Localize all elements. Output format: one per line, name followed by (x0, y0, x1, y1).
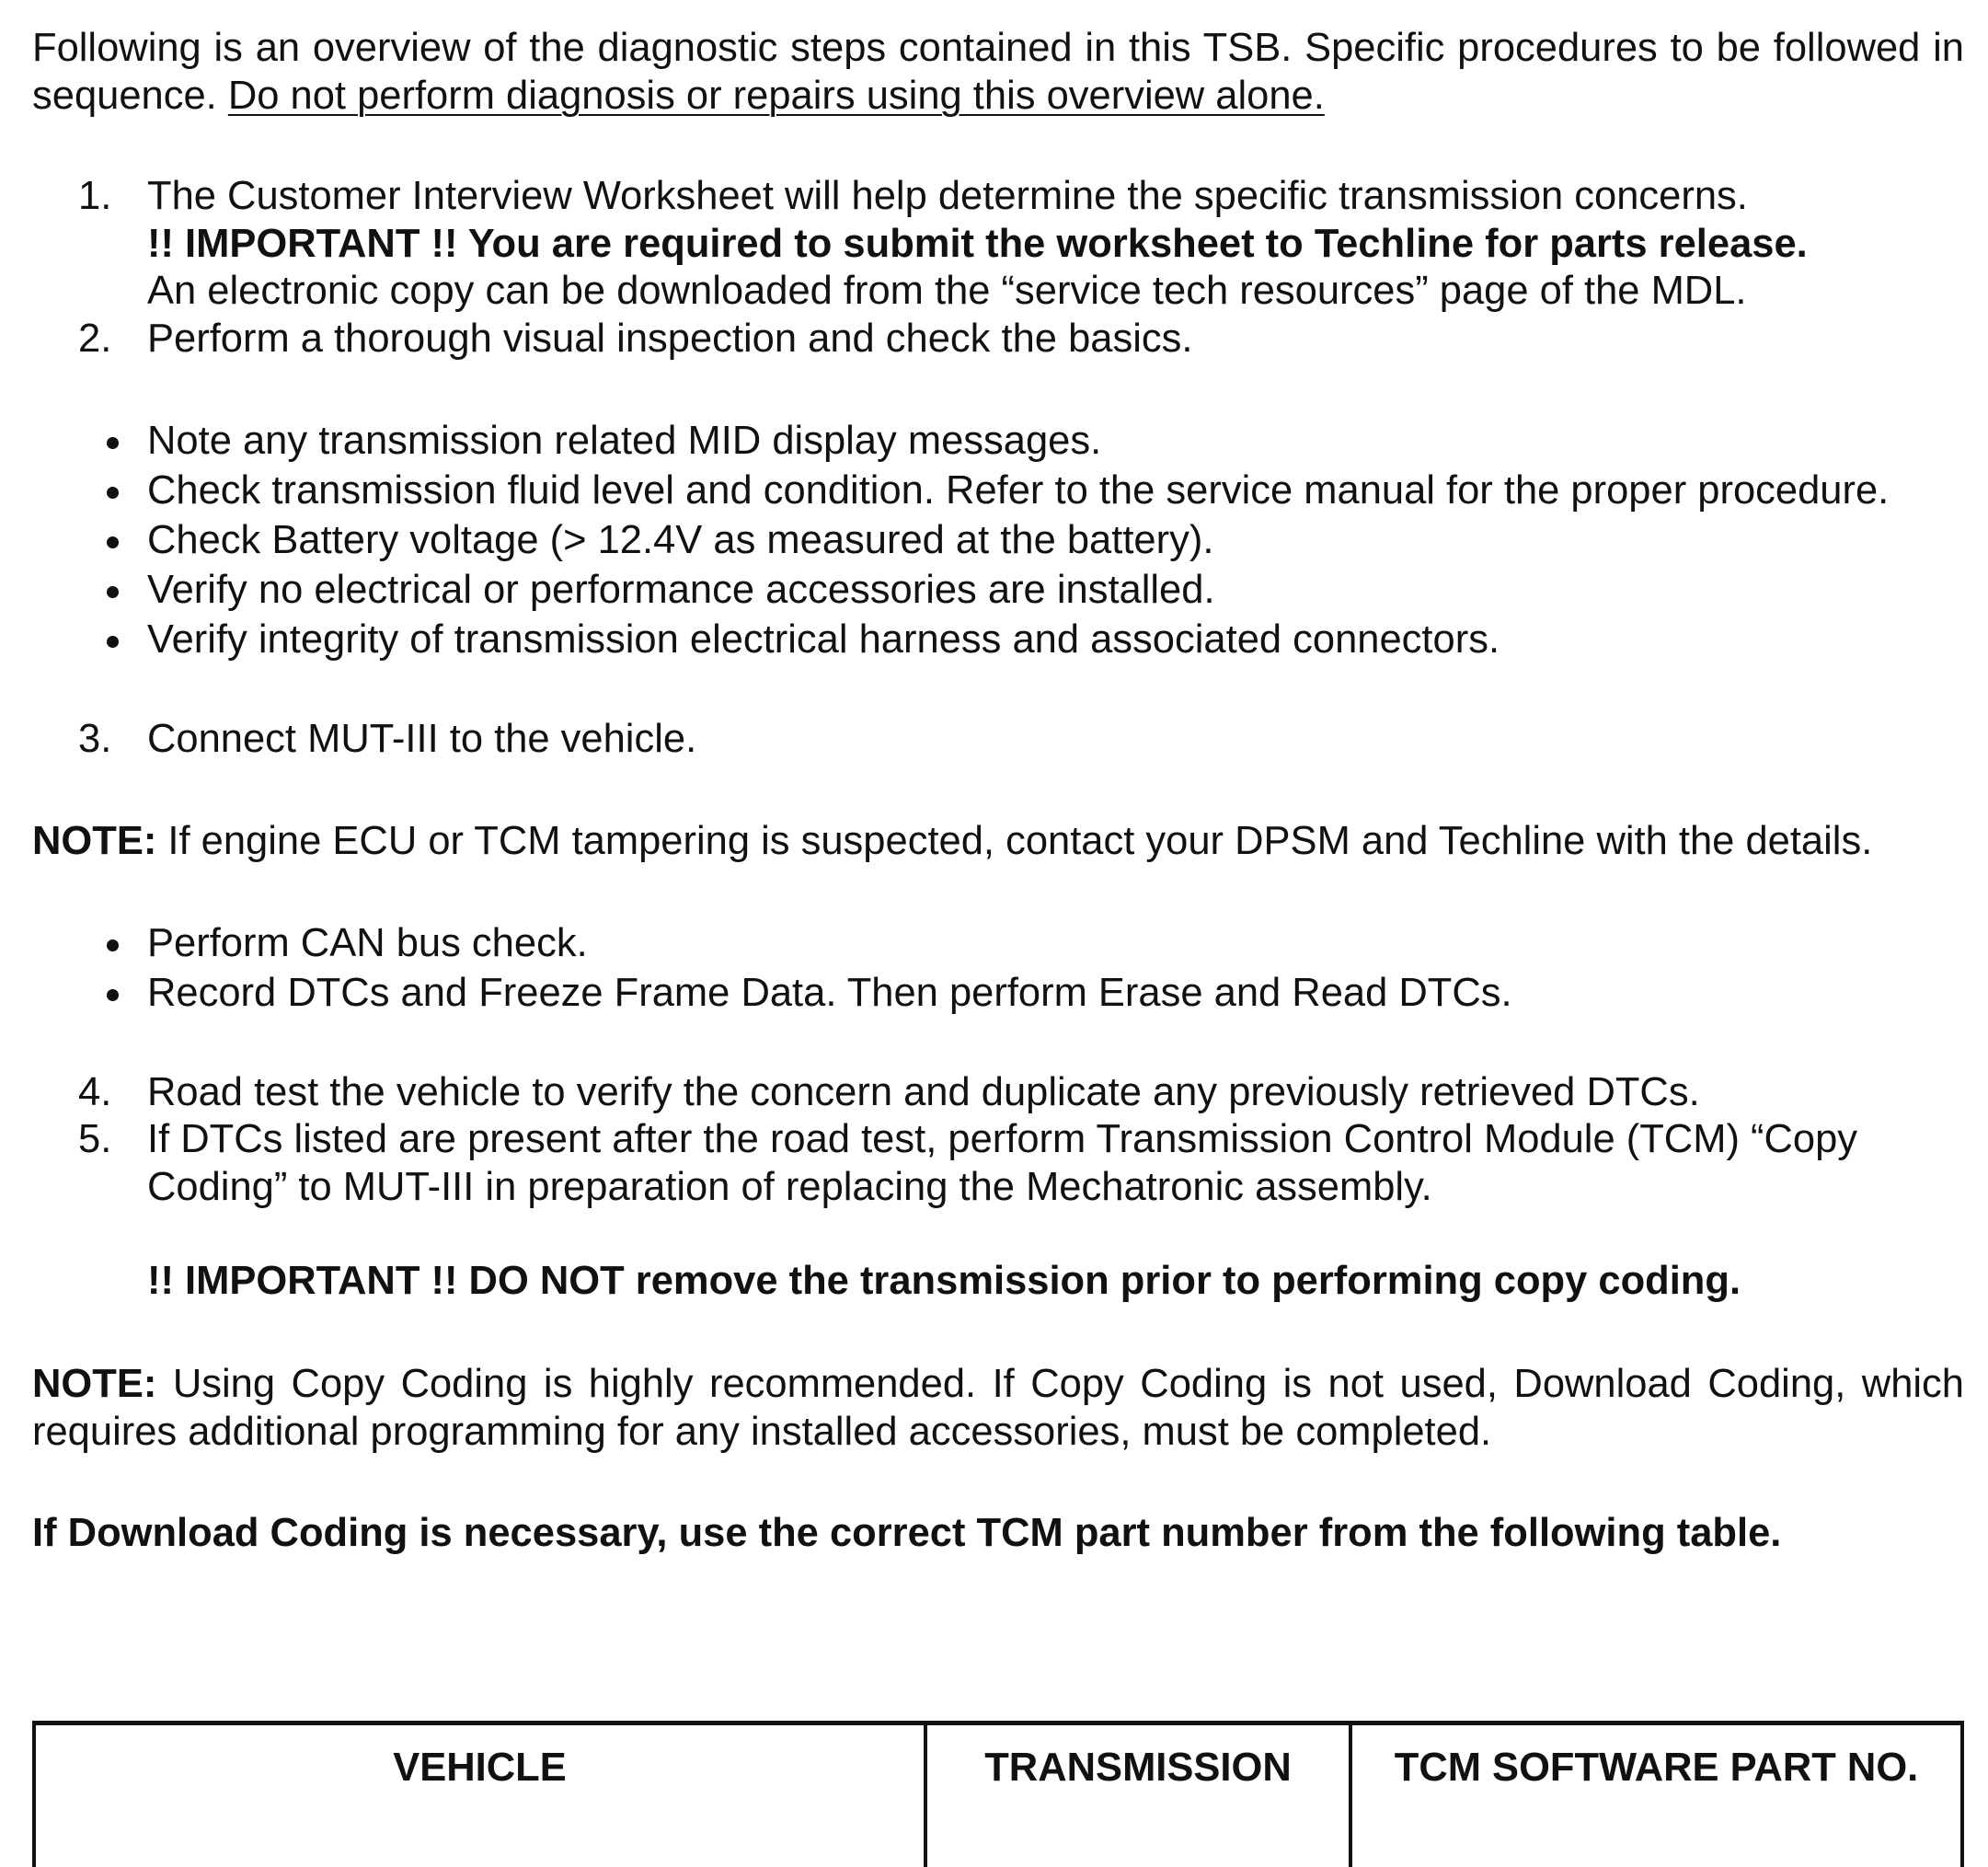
important-copy-coding: !! IMPORTANT !! DO NOT remove the transmission prior to performing copy coding. (32, 1257, 1964, 1305)
step-number: 2. (78, 316, 111, 363)
intro-text: Following is an overview of the diagnostic steps contained in this TSB. Specific procedures to be followed in sequence. (32, 26, 1964, 118)
bullet-icon (107, 939, 119, 951)
mut-list (32, 918, 1964, 1018)
step-2 (32, 316, 1964, 363)
list-item: Check transmission fluid level and condition. Refer to the service manual for the proper procedure. (32, 466, 1964, 515)
bullet-icon (107, 536, 119, 548)
list-item: Verify no electrical or performance accessories are installed. (32, 565, 1964, 615)
step-text: Connect MUT-III to the vehicle. (147, 716, 1964, 764)
intro-paragraph (32, 24, 1964, 120)
column-header-vehicle: VEHICLE (34, 1723, 925, 1867)
list-item: Record DTCs and Freeze Frame Data. Then perform Erase and Read DTCs. (32, 968, 1964, 1018)
note-label: NOTE: (32, 819, 156, 863)
bullet-icon (107, 636, 119, 648)
step-number: 1. (78, 173, 111, 221)
basics-list (32, 416, 1964, 664)
note-tampering (32, 817, 1964, 865)
table-header-row (34, 1723, 1962, 1867)
step-text: Road test the vehicle to verify the concern and duplicate any previously retrieved DTCs. (147, 1069, 1964, 1117)
step-3 (32, 716, 1964, 764)
step-number: 4. (78, 1069, 111, 1117)
step-text: If DTCs listed are present after the road test, perform Transmission Control Module (TCM) “Copy Coding” to MUT-III in preparation of replacing the Mechatronic assembly. (147, 1116, 1964, 1211)
bullet-icon (107, 487, 119, 499)
step-text: Perform a thorough visual inspection and check the basics. (147, 316, 1964, 363)
download-coding-heading: If Download Coding is necessary, use the correct TCM part number from the following table. (32, 1509, 1964, 1557)
step-number: 5. (78, 1116, 111, 1164)
bullet-icon (107, 586, 119, 598)
step-number: 3. (78, 716, 111, 764)
note-label: NOTE: (32, 1362, 156, 1406)
column-header-transmission: TRANSMISSION (925, 1723, 1350, 1867)
tsb-document (32, 24, 1964, 1557)
list-item: Note any transmission related MID display messages. (32, 416, 1964, 466)
note-copy-coding (32, 1360, 1964, 1456)
column-header-tcm-software-part-no: TCM SOFTWARE PART NO. (1350, 1723, 1962, 1867)
list-item: Check Battery voltage (> 12.4V as measured at the battery). (32, 515, 1964, 565)
note-text: If engine ECU or TCM tampering is suspected, contact your DPSM and Techline with the details. (156, 819, 1872, 863)
important-notice: !! IMPORTANT !! You are required to submit the worksheet to Techline for parts release. (147, 221, 1964, 269)
bullet-icon (107, 989, 119, 1001)
step-text: The Customer Interview Worksheet will help determine the specific transmission concerns. (147, 173, 1964, 221)
intro-warning: Do not perform diagnosis or repairs using this overview alone. (228, 74, 1325, 118)
step-4 (32, 1069, 1964, 1117)
tcm-part-number-table (32, 1721, 1964, 1867)
list-item: Perform CAN bus check. (32, 918, 1964, 968)
bullet-icon (107, 437, 119, 449)
step-text: An electronic copy can be downloaded from the “service tech resources” page of the MDL. (147, 268, 1964, 316)
step-5 (32, 1116, 1964, 1211)
step-1 (32, 173, 1964, 316)
note-text: Using Copy Coding is highly recommended. If Copy Coding is not used, Download Coding, which requires additional programming for any installed accessories, must be completed. (32, 1362, 1964, 1454)
list-item: Verify integrity of transmission electrical harness and associated connectors. (32, 615, 1964, 664)
